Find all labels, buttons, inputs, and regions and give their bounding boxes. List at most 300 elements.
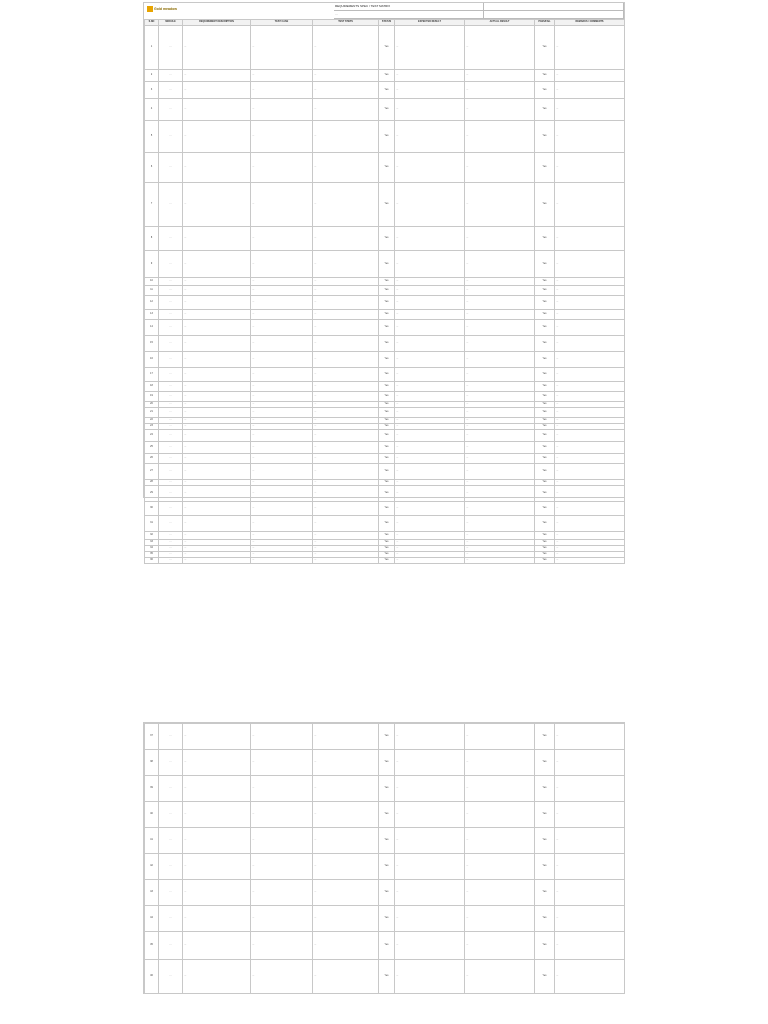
cell-remarks: …	[555, 227, 625, 251]
col-header-module: MODULE	[159, 20, 183, 26]
cell-test-case: …	[251, 516, 313, 532]
cell-pass-fail: Yes	[535, 424, 555, 430]
cell-remarks: …	[555, 418, 625, 424]
col-header-expected: EXPECTED RESULT	[395, 20, 465, 26]
cell-status: Yes	[379, 368, 395, 382]
cell-module: …	[159, 368, 183, 382]
cell-status: Yes	[379, 296, 395, 310]
cell-status: Yes	[379, 382, 395, 392]
cell-module: …	[159, 906, 183, 932]
cell-status: Yes	[379, 802, 395, 828]
cell-remarks: …	[555, 854, 625, 880]
cell-sno: 19	[145, 392, 159, 402]
cell-module: …	[159, 70, 183, 82]
cell-actual: …	[465, 408, 535, 418]
cell-pass-fail: Yes	[535, 750, 555, 776]
cell-pass-fail: Yes	[535, 251, 555, 278]
cell-status: Yes	[379, 121, 395, 153]
cell-sno: 27	[145, 464, 159, 480]
cell-sno: 15	[145, 336, 159, 352]
cell-expected: …	[395, 183, 465, 227]
cell-test-steps: …	[313, 442, 379, 454]
cell-test-case: …	[251, 724, 313, 750]
cell-actual: …	[465, 99, 535, 121]
cell-module: …	[159, 558, 183, 564]
cell-description: …	[183, 251, 251, 278]
cell-pass-fail: Yes	[535, 227, 555, 251]
cell-pass-fail: Yes	[535, 392, 555, 402]
cell-actual: …	[465, 368, 535, 382]
cell-status: Yes	[379, 442, 395, 454]
cell-test-steps: …	[313, 724, 379, 750]
cell-description: …	[183, 724, 251, 750]
table-row	[145, 724, 625, 750]
cell-actual: …	[465, 251, 535, 278]
cell-actual: …	[465, 532, 535, 540]
cell-pass-fail: Yes	[535, 402, 555, 408]
cell-actual: …	[465, 480, 535, 486]
table-row	[145, 516, 625, 532]
cell-test-case: …	[251, 382, 313, 392]
table-row	[145, 430, 625, 442]
cell-test-steps: …	[313, 750, 379, 776]
cell-expected: …	[395, 430, 465, 442]
col-header-actual: ACTUAL RESULT	[465, 20, 535, 26]
cell-module: …	[159, 296, 183, 310]
cell-remarks: …	[555, 82, 625, 99]
cell-module: …	[159, 454, 183, 464]
cell-module: …	[159, 776, 183, 802]
table-row	[145, 392, 625, 402]
cell-description: …	[183, 99, 251, 121]
cell-actual: …	[465, 402, 535, 408]
cell-pass-fail: Yes	[535, 880, 555, 906]
cell-actual: …	[465, 296, 535, 310]
table-row	[145, 153, 625, 183]
cell-sno: 18	[145, 382, 159, 392]
cell-description: …	[183, 153, 251, 183]
cell-test-case: …	[251, 26, 313, 70]
cell-test-steps: …	[313, 286, 379, 296]
cell-expected: …	[395, 724, 465, 750]
cell-remarks: …	[555, 828, 625, 854]
cell-actual: …	[465, 960, 535, 994]
cell-status: Yes	[379, 26, 395, 70]
cell-status: Yes	[379, 516, 395, 532]
cell-sno: 22	[145, 418, 159, 424]
cell-sno: 33	[145, 540, 159, 546]
cell-pass-fail: Yes	[535, 932, 555, 960]
cell-remarks: …	[555, 310, 625, 320]
cell-test-case: …	[251, 442, 313, 454]
cell-sno: 13	[145, 310, 159, 320]
cell-sno: 42	[145, 854, 159, 880]
cell-sno: 40	[145, 802, 159, 828]
table-row	[145, 750, 625, 776]
document-page-2	[143, 722, 625, 994]
cell-test-case: …	[251, 320, 313, 336]
cell-actual: …	[465, 724, 535, 750]
cell-test-case: …	[251, 454, 313, 464]
cell-description: …	[183, 442, 251, 454]
cell-expected: …	[395, 418, 465, 424]
cell-sno: 46	[145, 960, 159, 994]
cell-pass-fail: Yes	[535, 82, 555, 99]
cell-actual: …	[465, 442, 535, 454]
cell-test-case: …	[251, 286, 313, 296]
cell-description: …	[183, 227, 251, 251]
cell-expected: …	[395, 906, 465, 932]
cell-status: Yes	[379, 906, 395, 932]
cell-status: Yes	[379, 854, 395, 880]
cell-test-steps: …	[313, 392, 379, 402]
cell-expected: …	[395, 82, 465, 99]
cell-description: …	[183, 382, 251, 392]
cell-description: …	[183, 502, 251, 516]
cell-module: …	[159, 402, 183, 408]
cell-remarks: …	[555, 464, 625, 480]
document-subtitle: …	[334, 11, 484, 19]
cell-pass-fail: Yes	[535, 418, 555, 424]
cell-module: …	[159, 382, 183, 392]
cell-description: …	[183, 408, 251, 418]
cell-description: …	[183, 26, 251, 70]
cell-expected: …	[395, 480, 465, 486]
cell-remarks: …	[555, 540, 625, 546]
cell-test-case: …	[251, 227, 313, 251]
cell-actual: …	[465, 278, 535, 286]
cell-test-case: …	[251, 480, 313, 486]
cell-module: …	[159, 424, 183, 430]
cell-sno: 2	[145, 70, 159, 82]
cell-test-case: …	[251, 153, 313, 183]
cell-test-steps: …	[313, 382, 379, 392]
cell-description: …	[183, 906, 251, 932]
cell-test-steps: …	[313, 408, 379, 418]
cell-test-steps: …	[313, 296, 379, 310]
cell-status: Yes	[379, 558, 395, 564]
cell-module: …	[159, 320, 183, 336]
cell-sno: 38	[145, 750, 159, 776]
cell-test-case: …	[251, 880, 313, 906]
cell-test-case: …	[251, 99, 313, 121]
cell-test-steps: …	[313, 26, 379, 70]
cell-test-steps: …	[313, 552, 379, 558]
cell-sno: 10	[145, 278, 159, 286]
cell-description: …	[183, 960, 251, 994]
cell-remarks: …	[555, 546, 625, 552]
cell-expected: …	[395, 750, 465, 776]
cell-sno: 14	[145, 320, 159, 336]
cell-pass-fail: Yes	[535, 286, 555, 296]
cell-expected: …	[395, 121, 465, 153]
cell-expected: …	[395, 251, 465, 278]
cell-test-case: …	[251, 70, 313, 82]
cell-test-case: …	[251, 552, 313, 558]
cell-actual: …	[465, 880, 535, 906]
cell-test-steps: …	[313, 464, 379, 480]
table-row	[145, 486, 625, 502]
cell-description: …	[183, 183, 251, 227]
cell-test-steps: …	[313, 802, 379, 828]
cell-test-steps: …	[313, 880, 379, 906]
table-row	[145, 352, 625, 368]
cell-actual: …	[465, 454, 535, 464]
cell-status: Yes	[379, 320, 395, 336]
cell-actual: …	[465, 932, 535, 960]
cell-test-steps: …	[313, 251, 379, 278]
cell-test-case: …	[251, 540, 313, 546]
cell-remarks: …	[555, 906, 625, 932]
cell-actual: …	[465, 540, 535, 546]
cell-status: Yes	[379, 82, 395, 99]
cell-status: Yes	[379, 486, 395, 502]
cell-expected: …	[395, 402, 465, 408]
table-row	[145, 828, 625, 854]
cell-test-steps: …	[313, 82, 379, 99]
cell-test-steps: …	[313, 424, 379, 430]
cell-status: Yes	[379, 153, 395, 183]
cell-remarks: …	[555, 368, 625, 382]
cell-status: Yes	[379, 828, 395, 854]
cell-module: …	[159, 480, 183, 486]
cell-expected: …	[395, 26, 465, 70]
cell-remarks: …	[555, 320, 625, 336]
cell-module: …	[159, 486, 183, 502]
cell-expected: …	[395, 352, 465, 368]
cell-actual: …	[465, 26, 535, 70]
cell-sno: 12	[145, 296, 159, 310]
cell-status: Yes	[379, 880, 395, 906]
cell-description: …	[183, 546, 251, 552]
cell-module: …	[159, 430, 183, 442]
table-row	[145, 286, 625, 296]
cell-remarks: …	[555, 296, 625, 310]
cell-status: Yes	[379, 724, 395, 750]
cell-pass-fail: Yes	[535, 516, 555, 532]
cell-module: …	[159, 392, 183, 402]
cell-pass-fail: Yes	[535, 532, 555, 540]
cell-sno: 21	[145, 408, 159, 418]
cell-description: …	[183, 454, 251, 464]
cell-pass-fail: Yes	[535, 776, 555, 802]
table-row	[145, 296, 625, 310]
cell-description: …	[183, 480, 251, 486]
cell-sno: 28	[145, 480, 159, 486]
table-row	[145, 251, 625, 278]
cell-pass-fail: Yes	[535, 310, 555, 320]
cell-test-steps: …	[313, 776, 379, 802]
cell-actual: …	[465, 464, 535, 480]
cell-test-case: …	[251, 558, 313, 564]
requirements-table	[144, 19, 625, 564]
cell-module: …	[159, 932, 183, 960]
table-row	[145, 70, 625, 82]
header-meta-cell	[484, 3, 624, 11]
col-header-test-case: TEST CASE	[251, 20, 313, 26]
cell-sno: 5	[145, 121, 159, 153]
cell-test-steps: …	[313, 320, 379, 336]
cell-remarks: …	[555, 454, 625, 464]
cell-description: …	[183, 750, 251, 776]
cell-expected: …	[395, 392, 465, 402]
cell-pass-fail: Yes	[535, 854, 555, 880]
cell-test-case: …	[251, 932, 313, 960]
cell-pass-fail: Yes	[535, 278, 555, 286]
table-row	[145, 854, 625, 880]
cell-expected: …	[395, 408, 465, 418]
table-row	[145, 183, 625, 227]
col-header-pass-fail: PASS/FAIL	[535, 20, 555, 26]
cell-module: …	[159, 227, 183, 251]
cell-test-steps: …	[313, 932, 379, 960]
cell-remarks: …	[555, 70, 625, 82]
cell-expected: …	[395, 558, 465, 564]
cell-sno: 36	[145, 558, 159, 564]
cell-description: …	[183, 368, 251, 382]
cell-remarks: …	[555, 278, 625, 286]
cell-actual: …	[465, 828, 535, 854]
cell-status: Yes	[379, 352, 395, 368]
cell-pass-fail: Yes	[535, 320, 555, 336]
cell-sno: 44	[145, 906, 159, 932]
cell-sno: 16	[145, 352, 159, 368]
cell-status: Yes	[379, 532, 395, 540]
cell-pass-fail: Yes	[535, 153, 555, 183]
table-row	[145, 336, 625, 352]
cell-remarks: …	[555, 392, 625, 402]
cell-test-steps: …	[313, 558, 379, 564]
cell-test-steps: …	[313, 183, 379, 227]
table-row	[145, 382, 625, 392]
cell-test-case: …	[251, 296, 313, 310]
table-row	[145, 558, 625, 564]
cell-description: …	[183, 310, 251, 320]
cell-description: …	[183, 121, 251, 153]
cell-module: …	[159, 82, 183, 99]
cell-remarks: …	[555, 558, 625, 564]
cell-actual: …	[465, 502, 535, 516]
cell-sno: 6	[145, 153, 159, 183]
cell-remarks: …	[555, 502, 625, 516]
cell-test-case: …	[251, 368, 313, 382]
cell-module: …	[159, 408, 183, 418]
cell-pass-fail: Yes	[535, 336, 555, 352]
cell-expected: …	[395, 540, 465, 546]
cell-module: …	[159, 442, 183, 454]
cell-actual: …	[465, 802, 535, 828]
cell-test-steps: …	[313, 480, 379, 486]
cell-module: …	[159, 183, 183, 227]
cell-test-steps: …	[313, 278, 379, 286]
company-logo	[147, 6, 177, 12]
cell-pass-fail: Yes	[535, 502, 555, 516]
cell-pass-fail: Yes	[535, 464, 555, 480]
cell-status: Yes	[379, 502, 395, 516]
cell-actual: …	[465, 153, 535, 183]
cell-test-case: …	[251, 183, 313, 227]
cell-actual: …	[465, 516, 535, 532]
cell-module: …	[159, 854, 183, 880]
cell-expected: …	[395, 424, 465, 430]
cell-expected: …	[395, 486, 465, 502]
cell-status: Yes	[379, 70, 395, 82]
cell-test-case: …	[251, 392, 313, 402]
table-row	[145, 532, 625, 540]
cell-module: …	[159, 278, 183, 286]
cell-actual: …	[465, 430, 535, 442]
cell-sno: 35	[145, 552, 159, 558]
cell-description: …	[183, 828, 251, 854]
cell-description: …	[183, 296, 251, 310]
cell-pass-fail: Yes	[535, 540, 555, 546]
cell-module: …	[159, 532, 183, 540]
table-row	[145, 906, 625, 932]
cell-sno: 9	[145, 251, 159, 278]
cell-test-steps: …	[313, 430, 379, 442]
cell-test-steps: …	[313, 310, 379, 320]
cell-sno: 37	[145, 724, 159, 750]
cell-status: Yes	[379, 418, 395, 424]
table-row	[145, 408, 625, 418]
cell-sno: 26	[145, 454, 159, 464]
cell-test-steps: …	[313, 70, 379, 82]
table-row	[145, 454, 625, 464]
cell-pass-fail: Yes	[535, 442, 555, 454]
cell-pass-fail: Yes	[535, 802, 555, 828]
table-row	[145, 99, 625, 121]
table-row	[145, 880, 625, 906]
cell-status: Yes	[379, 464, 395, 480]
table-row	[145, 82, 625, 99]
cell-expected: …	[395, 502, 465, 516]
cell-description: …	[183, 336, 251, 352]
cell-actual: …	[465, 776, 535, 802]
cell-expected: …	[395, 546, 465, 552]
cell-remarks: …	[555, 552, 625, 558]
cell-pass-fail: Yes	[535, 99, 555, 121]
cell-description: …	[183, 880, 251, 906]
document-page-1	[143, 2, 625, 562]
cell-pass-fail: Yes	[535, 906, 555, 932]
cell-test-case: …	[251, 430, 313, 442]
cell-remarks: …	[555, 532, 625, 540]
cell-expected: …	[395, 99, 465, 121]
table-row	[145, 320, 625, 336]
cell-test-case: …	[251, 750, 313, 776]
cell-pass-fail: Yes	[535, 296, 555, 310]
cell-pass-fail: Yes	[535, 828, 555, 854]
cell-expected: …	[395, 320, 465, 336]
cell-test-case: …	[251, 546, 313, 552]
cell-status: Yes	[379, 183, 395, 227]
cell-test-case: …	[251, 854, 313, 880]
cell-description: …	[183, 424, 251, 430]
cell-sno: 29	[145, 486, 159, 502]
table-row	[145, 932, 625, 960]
cell-test-case: …	[251, 402, 313, 408]
cell-actual: …	[465, 418, 535, 424]
cell-pass-fail: Yes	[535, 121, 555, 153]
cell-actual: …	[465, 82, 535, 99]
cell-actual: …	[465, 336, 535, 352]
table-row	[145, 776, 625, 802]
cell-sno: 11	[145, 286, 159, 296]
cell-expected: …	[395, 532, 465, 540]
cell-description: …	[183, 802, 251, 828]
table-row	[145, 464, 625, 480]
cell-status: Yes	[379, 430, 395, 442]
